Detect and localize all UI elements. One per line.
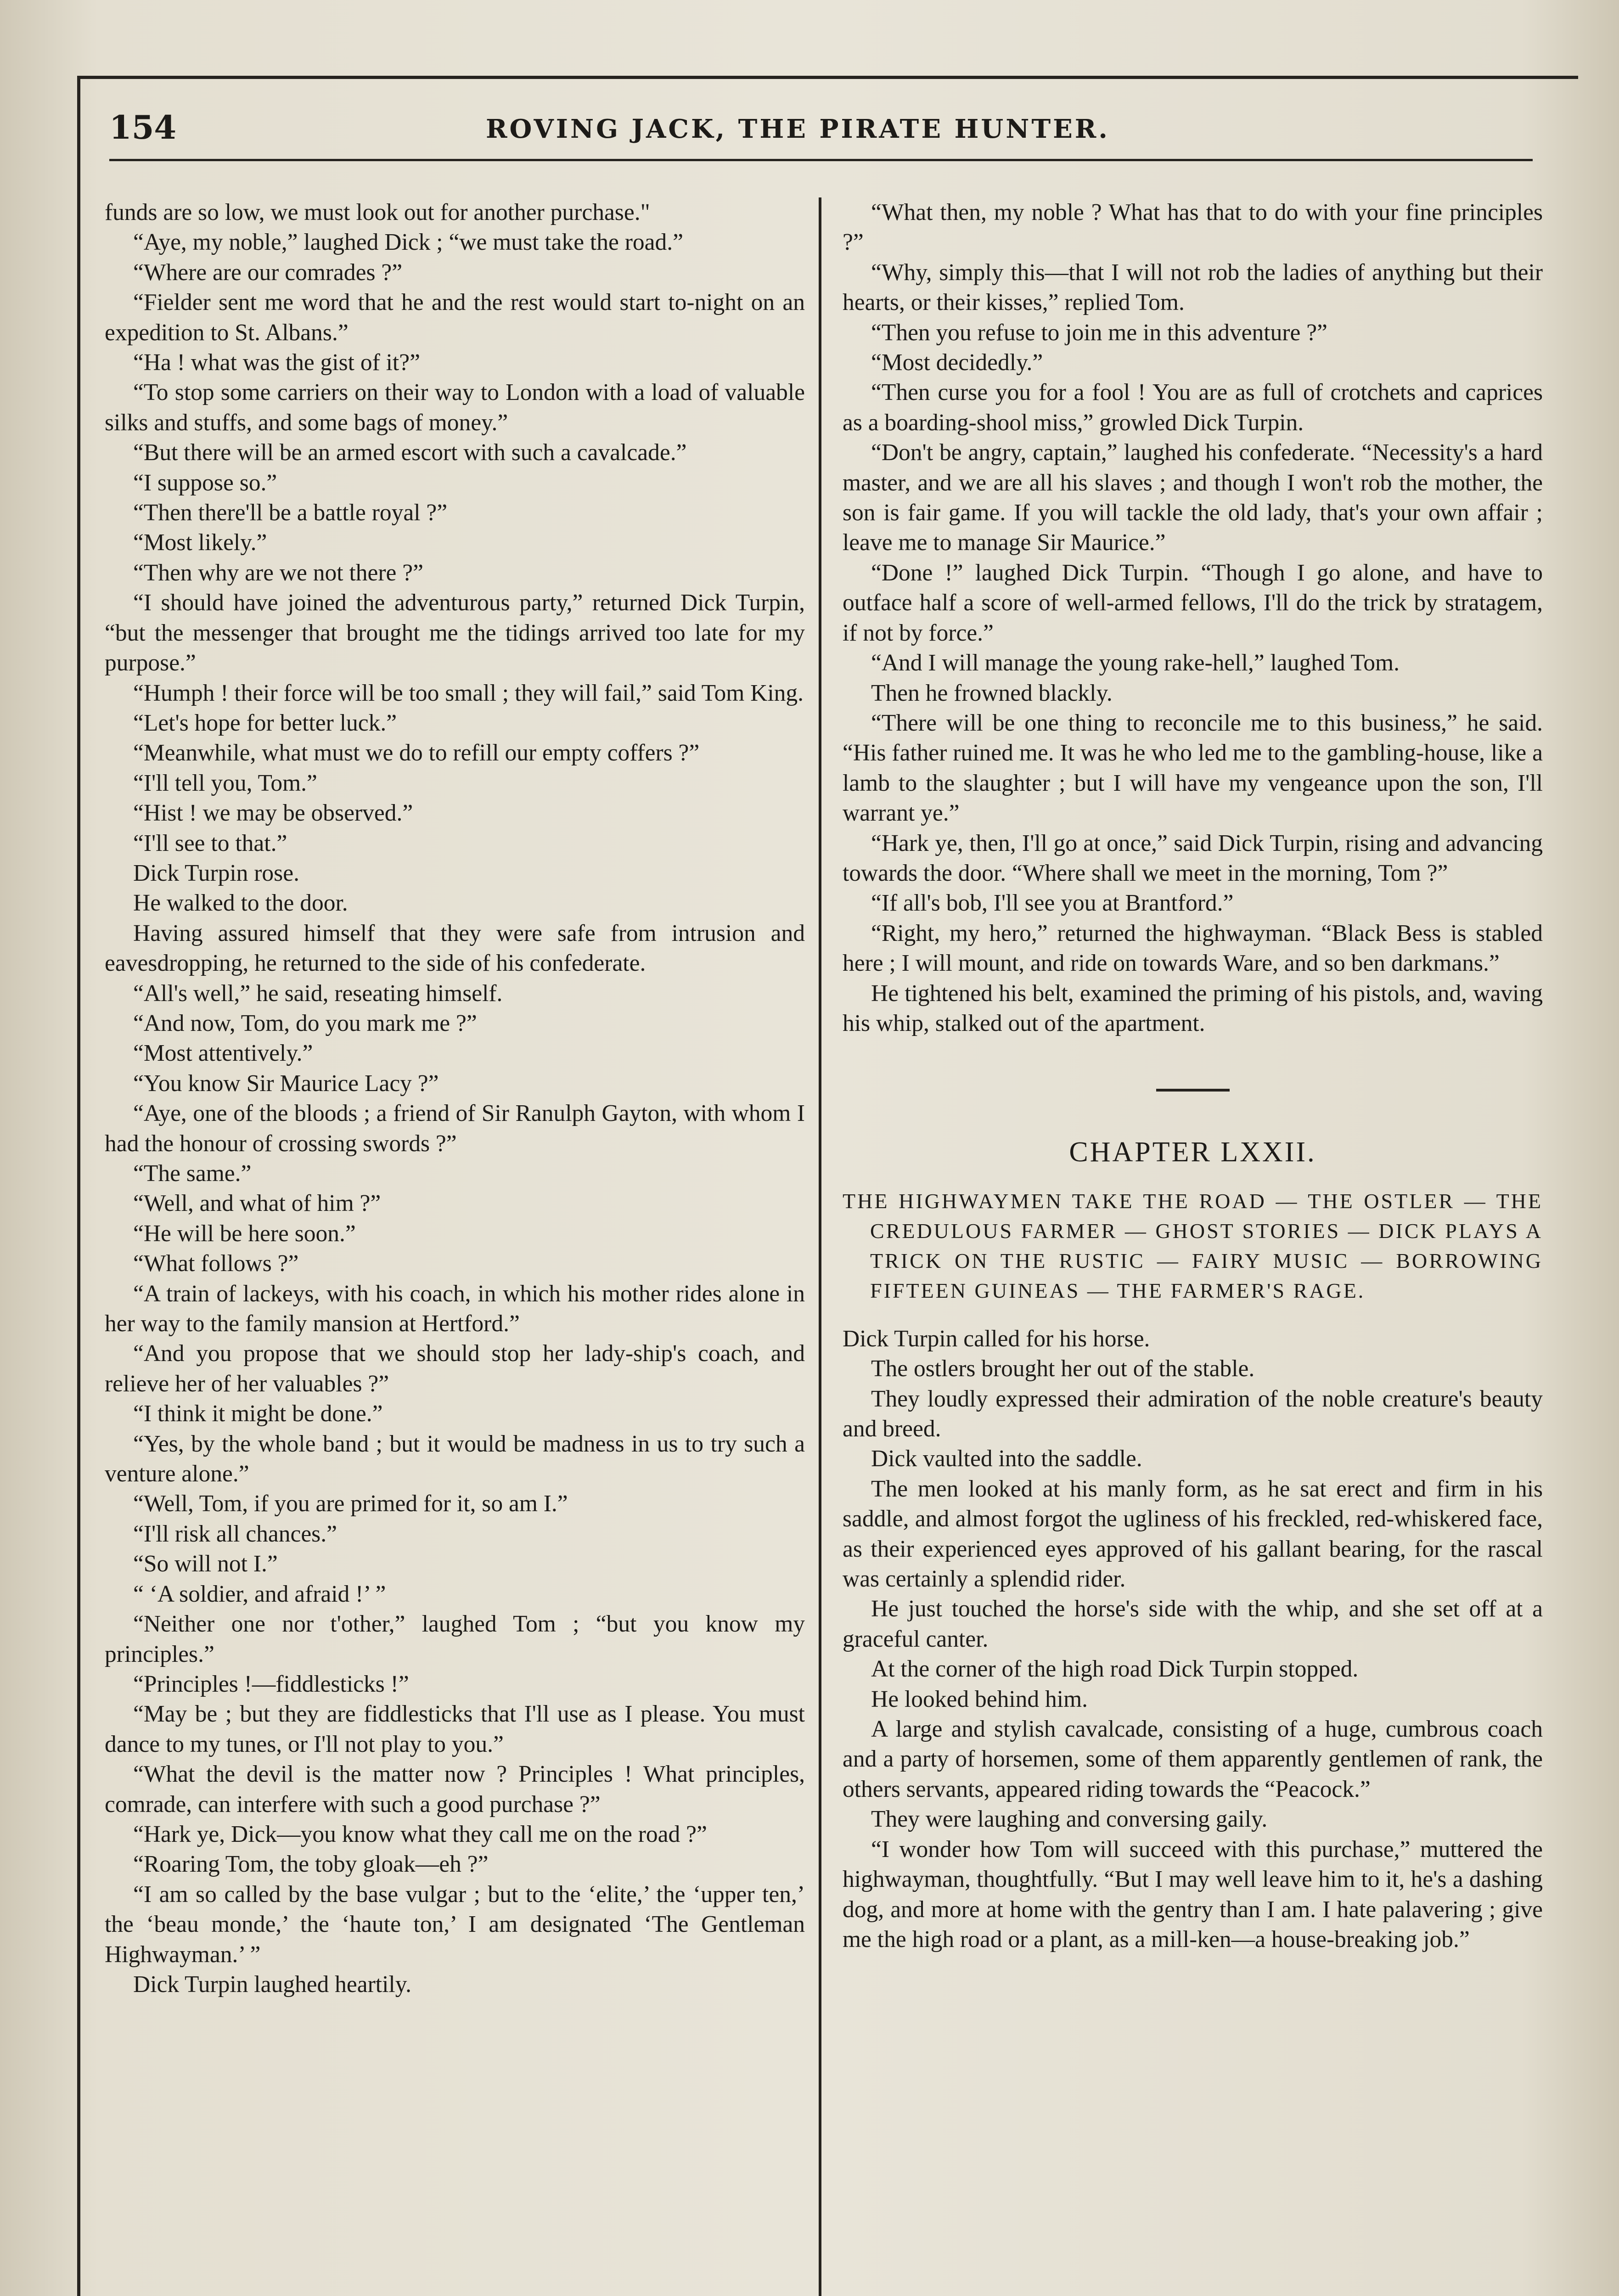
right-column — [843, 197, 1543, 2296]
paragraph: “Yes, by the whole band ; but it would be madness in us to try such a venture alone.” — [105, 1430, 805, 1487]
column-rule — [819, 197, 821, 2296]
paragraph: “Hark ye, then, I'll go at once,” said Dick Turpin, rising and advancing towards the door. “Where shall we meet in the morning, Tom ?” — [843, 830, 1543, 886]
paragraph: “ ‘A soldier, and afraid !’ ” — [133, 1581, 386, 1607]
paragraph: “Then there'll be a battle royal ?” — [133, 500, 448, 526]
paragraph: “Hark ye, Dick—you know what they call me on the road ?” — [133, 1821, 707, 1847]
paragraph: “The same.” — [133, 1160, 252, 1187]
paragraph: “Fielder sent me word that he and the rest would start to-night on an expedition to St. Albans.” — [105, 289, 805, 346]
paragraph: “I am so called by the base vulgar ; but to the ‘elite,’ the ‘upper ten,’ the ‘beau monde,’ the ‘haute ton,’ I am designated ‘The Gentleman Highwayman.’ ” — [105, 1881, 805, 1968]
running-title: ROVING JACK, THE PIRATE HUNTER. — [486, 114, 1110, 144]
paragraph: “Why, simply this—that I will not rob the ladies of anything but their hearts, or their kisses,” replied Tom. — [843, 259, 1543, 316]
chapter-title: CHAPTER LXXII. — [1069, 1137, 1316, 1168]
paragraph: Dick vaulted into the saddle. — [871, 1446, 1142, 1472]
paragraph: Having assured himself that they were safe from intrusion and eavesdropping, he returned to the side of his confederate. — [105, 920, 805, 977]
paragraph: “Then curse you for a fool ! You are as full of crotchets and caprices as a boarding-shool miss,” growled Dick Turpin. — [843, 379, 1543, 436]
paragraph: “Aye, one of the bloods ; a friend of Sir Ranulph Gayton, with whom I had the honour of crossing swords ?” — [105, 1100, 805, 1157]
paragraph: “Meanwhile, what must we do to refill our empty coffers ?” — [133, 740, 700, 766]
paragraph: “And now, Tom, do you mark me ?” — [133, 1010, 477, 1036]
paragraph: “Well, Tom, if you are primed for it, so am I.” — [133, 1491, 568, 1517]
paragraph: “And you propose that we should stop her lady-ship's coach, and relieve her of her valuables ?” — [105, 1340, 805, 1397]
paragraph: “I should have joined the adventurous party,” returned Dick Turpin, “but the messenger that brought me the tidings arrived too late for my purpose.” — [105, 590, 805, 676]
paragraph: “Most decidedly.” — [871, 349, 1043, 376]
paragraph: “Most attentively.” — [133, 1040, 313, 1067]
paragraph: At the corner of the high road Dick Turpin stopped. — [871, 1656, 1359, 1683]
paragraph: “Ha ! what was the gist of it?” — [133, 349, 420, 376]
paragraph: He walked to the door. — [133, 890, 348, 917]
paragraph: “Roaring Tom, the toby gloak—eh ?” — [133, 1851, 489, 1878]
paragraph: The men looked at his manly form, as he sat erect and firm in his saddle, and almost forgot the ugliness of his freckled, red-whiskered face, as their experienced eyes approved of his gallant bearing, for the rascal was certainly a splendid rider. — [843, 1475, 1543, 1593]
paragraph: funds are so low, we must look out for another purchase." — [105, 199, 650, 225]
paragraph: “Humph ! their force will be too small ; they will fail,” said Tom King. — [133, 680, 804, 706]
paragraph: He looked behind him. — [871, 1686, 1088, 1712]
paragraph: “I suppose so.” — [133, 469, 277, 496]
page-header — [109, 108, 1533, 161]
paragraph: “Most likely.” — [133, 529, 267, 556]
paragraph: “Then you refuse to join me in this adventure ?” — [871, 319, 1327, 346]
paragraph: “A train of lackeys, with his coach, in which his mother rides alone in her way to the family mansion at Hertford.” — [105, 1280, 805, 1337]
paragraph: “What then, my noble ? What has that to do with your fine principles ?” — [843, 199, 1543, 256]
paragraph: “So will not I.” — [133, 1551, 278, 1577]
paragraph: “To stop some carriers on their way to London with a load of valuable silks and stuffs, and some bags of money.” — [105, 379, 805, 436]
paragraph: “Then why are we not there ?” — [133, 559, 423, 586]
paragraph: “Well, and what of him ?” — [133, 1190, 381, 1217]
paragraph: “Where are our comrades ?” — [133, 259, 403, 286]
paragraph: “He will be here soon.” — [133, 1220, 356, 1247]
paragraph: “You know Sir Maurice Lacy ?” — [133, 1070, 439, 1097]
paragraph: “May be ; but they are fiddlesticks that I'll use as I please. You must dance to my tunes, or I'll not play to you.” — [105, 1701, 805, 1757]
paragraph: “But there will be an armed escort with such a cavalcade.” — [133, 439, 687, 466]
paragraph: “Principles !—fiddlesticks !” — [133, 1671, 409, 1697]
paragraph: “Neither one nor t'other,” laughed Tom ; “but you know my principles.” — [105, 1611, 805, 1667]
paragraph: Dick Turpin laughed heartily. — [133, 1971, 412, 1998]
paragraph: “Let's hope for better luck.” — [133, 709, 397, 736]
paragraph: “Right, my hero,” returned the highwayman. “Black Bess is stabled here ; I will mount, and ride on towards Ware, and so ben darkmans.” — [843, 920, 1543, 977]
paragraph: He tightened his belt, examined the priming of his pistols, and, waving his whip, stalked out of the apartment. — [843, 980, 1543, 1036]
paragraph: “I think it might be done.” — [133, 1401, 383, 1427]
left-column — [105, 197, 805, 2296]
chapter-synopsis: THE HIGHWAYMEN TAKE THE ROAD — THE OSTLER — THE CREDULOUS FARMER — GHOST STORIES — DICK PLAYS A TRICK ON THE RUSTIC — FAIRY MUSIC — BORROWING FIFTEEN GUINEAS — THE FARMER'S RAGE. — [843, 1189, 1543, 1302]
paragraph: “I'll risk all chances.” — [133, 1520, 337, 1547]
paragraph: “And I will manage the young rake-hell,” laughed Tom. — [871, 650, 1400, 676]
paragraph: “All's well,” he said, reseating himself. — [133, 980, 503, 1007]
paragraph: “Don't be angry, captain,” laughed his confederate. “Necessity's a hard master, and we are all his slaves ; and though I won't rob the mother, the son is fair game. If you will tackle the old lady, that's your own affair ; leave me to manage Sir Maurice.” — [843, 439, 1543, 556]
paragraph: “I wonder how Tom will succeed with this purchase,” muttered the highwayman, thoughtfully. “But I may well leave him to it, he's a dashing dog, and more at home with the gentry than I am. I hate palavering ; give me the high road or a plant, as a mill-ken—a house-breaking job.” — [843, 1836, 1543, 1953]
paragraph: He just touched the horse's side with the whip, and she set off at a graceful canter. — [843, 1596, 1543, 1652]
paragraph: Then he frowned blackly. — [871, 680, 1113, 706]
paragraph: Dick Turpin rose. — [133, 860, 299, 886]
paragraph: Dick Turpin called for his horse. — [843, 1325, 1150, 1352]
paragraph: A large and stylish cavalcade, consisting of a huge, cumbrous coach and a party of horsemen, some of them apparently gentlemen of rank, the others servants, appeared riding towards the “Peacock.” — [843, 1716, 1543, 1802]
paragraph: “I'll see to that.” — [133, 830, 287, 856]
paragraph: They loudly expressed their admiration of the noble creature's beauty and breed. — [843, 1385, 1543, 1442]
paragraph: “What follows ?” — [133, 1250, 299, 1277]
paragraph: “Aye, my noble,” laughed Dick ; “we must take the road.” — [133, 229, 683, 256]
paragraph: “Done !” laughed Dick Turpin. “Though I go alone, and have to outface half a score of well-armed fellows, I'll do the trick by stratagem, if not by force.” — [843, 559, 1543, 646]
paragraph: “If all's bob, I'll see you at Brantford.” — [871, 890, 1234, 917]
paragraph: They were laughing and conversing gaily. — [871, 1806, 1268, 1833]
paragraph: The ostlers brought her out of the stable. — [871, 1356, 1255, 1382]
paragraph: “What the devil is the matter now ? Principles ! What principles, comrade, can interfere with such a good purchase ?” — [105, 1761, 805, 1818]
paragraph: “There will be one thing to reconcile me to this business,” he said. “His father ruined me. It was he who led me to the gambling-house, like a lamb to the slaughter ; but I will have my vengeance upon the son, I'll warrant ye.” — [843, 709, 1543, 827]
page-number: 154 — [109, 108, 177, 146]
section-divider — [1156, 1089, 1230, 1092]
paragraph: “Hist ! we may be observed.” — [133, 800, 413, 827]
paragraph: “I'll tell you, Tom.” — [133, 770, 317, 796]
